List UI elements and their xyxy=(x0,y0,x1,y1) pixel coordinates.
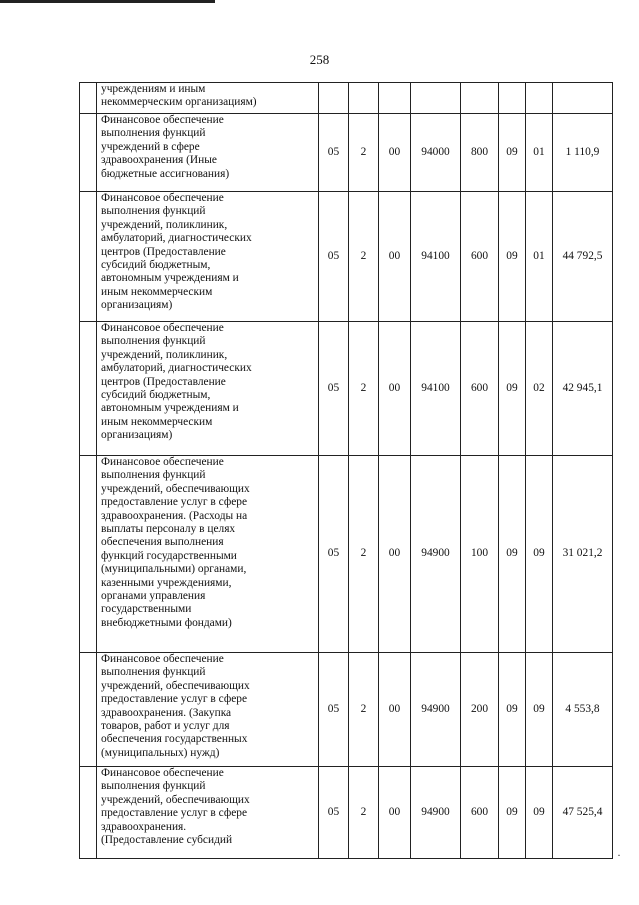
code-cell-c2: 2 xyxy=(349,114,379,192)
description-line: некоммерческим организациям) xyxy=(101,96,257,109)
description-line: иным некоммерческим xyxy=(101,415,213,428)
amount-cell: 1 110,9 xyxy=(553,114,613,192)
description-line: здравоохранения. xyxy=(101,820,187,833)
code-cell-c7: 02 xyxy=(526,322,553,456)
description-line: предоставление услуг в сфере xyxy=(101,496,248,509)
table-body xyxy=(80,83,613,859)
code-cell-c1: 05 xyxy=(319,192,349,322)
table-row xyxy=(80,83,613,114)
description-line: субсидий бюджетным, xyxy=(101,389,211,402)
description-line: выполнения функций xyxy=(101,666,206,679)
scan-artifact-line xyxy=(0,0,215,3)
code-cell-c3: 00 xyxy=(379,192,411,322)
description-line: учреждений, поликлиник, xyxy=(101,218,228,231)
description-line: центров (Предоставление xyxy=(101,375,226,388)
code-cell-c3: 00 xyxy=(379,767,411,859)
code-cell-c2: 2 xyxy=(349,653,379,767)
code-cell-c6: 09 xyxy=(499,192,526,322)
description-line: Финансовое обеспечение xyxy=(101,456,224,468)
description-line: выполнения функций xyxy=(101,469,206,482)
page-number: 258 xyxy=(309,52,330,67)
blank-cell xyxy=(80,83,97,114)
code-cell-c4: 94000 xyxy=(411,114,461,192)
description-line: выполнения функций xyxy=(101,780,206,793)
code-cell-c5: 100 xyxy=(461,456,499,653)
description-line: выполнения функций xyxy=(101,205,206,218)
description-line: здравоохранения. (Расходы на xyxy=(101,509,248,522)
code-cell-c4 xyxy=(411,83,461,114)
row-description xyxy=(97,192,319,322)
code-cell-c5: 600 xyxy=(461,767,499,859)
table-row xyxy=(80,192,613,322)
code-cell-c3: 00 xyxy=(379,114,411,192)
code-cell-c4: 94900 xyxy=(411,456,461,653)
description-line: Финансовое обеспечение xyxy=(101,322,224,334)
code-cell-c6: 09 xyxy=(499,767,526,859)
blank-cell xyxy=(80,192,97,322)
description-line: учреждений, обеспечивающих xyxy=(101,793,250,806)
code-cell-c3: 00 xyxy=(379,322,411,456)
code-cell-c5: 200 xyxy=(461,653,499,767)
code-cell-c4: 94900 xyxy=(411,767,461,859)
description-line: организациям) xyxy=(101,429,173,442)
code-cell-c7: 09 xyxy=(526,456,553,653)
amount-cell: 47 525,4 xyxy=(553,767,613,859)
code-cell-c7: 09 xyxy=(526,653,553,767)
description-line: учреждений, поликлиник, xyxy=(101,348,228,361)
code-cell-c7: 01 xyxy=(526,192,553,322)
description-line: учреждений, обеспечивающих xyxy=(101,482,250,495)
blank-cell xyxy=(80,456,97,653)
code-cell-c6: 09 xyxy=(499,653,526,767)
description-line: казенными учреждениями, xyxy=(101,576,232,589)
description-line: Финансовое обеспечение xyxy=(101,192,224,204)
code-cell-c1: 05 xyxy=(319,767,349,859)
description-line: иным некоммерческим xyxy=(101,285,213,298)
description-line: учреждениям и иным xyxy=(101,83,206,95)
row-description xyxy=(97,322,319,456)
blank-cell xyxy=(80,767,97,859)
code-cell-c5: 600 xyxy=(461,192,499,322)
table-row xyxy=(80,653,613,767)
code-cell-c7 xyxy=(526,83,553,114)
description-line: здравоохранения (Иные xyxy=(101,154,217,167)
row-description xyxy=(97,653,319,767)
description-line: учреждений в сфере xyxy=(101,140,200,153)
description-line: выполнения функций xyxy=(101,335,206,348)
description-line: амбулаторий, диагностических xyxy=(101,232,252,245)
description-line: выплаты персоналу в целях xyxy=(101,523,236,536)
description-line: внебюджетными фондами) xyxy=(101,616,232,629)
code-cell-c3 xyxy=(379,83,411,114)
description-line: бюджетные ассигнования) xyxy=(101,167,230,180)
code-cell-c1: 05 xyxy=(319,322,349,456)
description-line: субсидий бюджетным, xyxy=(101,259,211,272)
code-cell-c7: 09 xyxy=(526,767,553,859)
table-row xyxy=(80,767,613,859)
description-line: (муниципальных) нужд) xyxy=(101,746,220,759)
row-description xyxy=(97,456,319,653)
description-line: обеспечения выполнения xyxy=(101,536,224,549)
description-line: государственными xyxy=(101,603,192,616)
description-line: учреждений, обеспечивающих xyxy=(101,679,250,692)
row-description xyxy=(97,114,319,192)
code-cell-c4: 94900 xyxy=(411,653,461,767)
description-line: (Предоставление субсидий xyxy=(101,834,233,847)
code-cell-c1: 05 xyxy=(319,456,349,653)
description-line: Финансовое обеспечение xyxy=(101,767,224,779)
code-cell-c7: 01 xyxy=(526,114,553,192)
description-line: центров (Предоставление xyxy=(101,245,226,258)
description-line: автономным учреждениям и xyxy=(101,272,239,285)
code-cell-c1: 05 xyxy=(319,114,349,192)
description-line: (муниципальными) органами, xyxy=(101,563,247,576)
description-line: Финансовое обеспечение xyxy=(101,114,224,126)
code-cell-c4: 94100 xyxy=(411,192,461,322)
description-line: функций государственными xyxy=(101,549,237,562)
description-line: товаров, работ и услуг для xyxy=(101,720,230,733)
code-cell-c6: 09 xyxy=(499,456,526,653)
code-cell-c3: 00 xyxy=(379,653,411,767)
description-line: органами управления xyxy=(101,590,206,603)
blank-cell xyxy=(80,322,97,456)
code-cell-c5: 800 xyxy=(461,114,499,192)
code-cell-c1: 05 xyxy=(319,653,349,767)
description-line: Финансовое обеспечение xyxy=(101,653,224,665)
code-cell-c2: 2 xyxy=(349,322,379,456)
code-cell-c1 xyxy=(319,83,349,114)
code-cell-c6 xyxy=(499,83,526,114)
amount-cell: 42 945,1 xyxy=(553,322,613,456)
table-row xyxy=(80,322,613,456)
description-line: выполнения функций xyxy=(101,127,206,140)
code-cell-c2 xyxy=(349,83,379,114)
code-cell-c2: 2 xyxy=(349,456,379,653)
description-line: амбулаторий, диагностических xyxy=(101,362,252,375)
table-row xyxy=(80,114,613,192)
description-line: здравоохранения. (Закупка xyxy=(101,706,232,719)
amount-cell: 4 553,8 xyxy=(553,653,613,767)
amount-cell: 31 021,2 xyxy=(553,456,613,653)
code-cell-c5: 600 xyxy=(461,322,499,456)
description-line: обеспечения государственных xyxy=(101,733,248,746)
code-cell-c2: 2 xyxy=(349,767,379,859)
code-cell-c3: 00 xyxy=(379,456,411,653)
row-description xyxy=(97,83,319,114)
description-line: предоставление услуг в сфере xyxy=(101,807,248,820)
table-row xyxy=(80,456,613,653)
blank-cell xyxy=(80,653,97,767)
code-cell-c6: 09 xyxy=(499,322,526,456)
amount-cell: 44 792,5 xyxy=(553,192,613,322)
blank-cell xyxy=(80,114,97,192)
code-cell-c6: 09 xyxy=(499,114,526,192)
scan-speck: · xyxy=(617,848,621,862)
row-description xyxy=(97,767,319,859)
code-cell-c5 xyxy=(461,83,499,114)
budget-table xyxy=(79,82,613,859)
description-line: предоставление услуг в сфере xyxy=(101,693,248,706)
description-line: организациям) xyxy=(101,299,173,312)
description-line: автономным учреждениям и xyxy=(101,402,239,415)
code-cell-c4: 94100 xyxy=(411,322,461,456)
amount-cell xyxy=(553,83,613,114)
code-cell-c2: 2 xyxy=(349,192,379,322)
